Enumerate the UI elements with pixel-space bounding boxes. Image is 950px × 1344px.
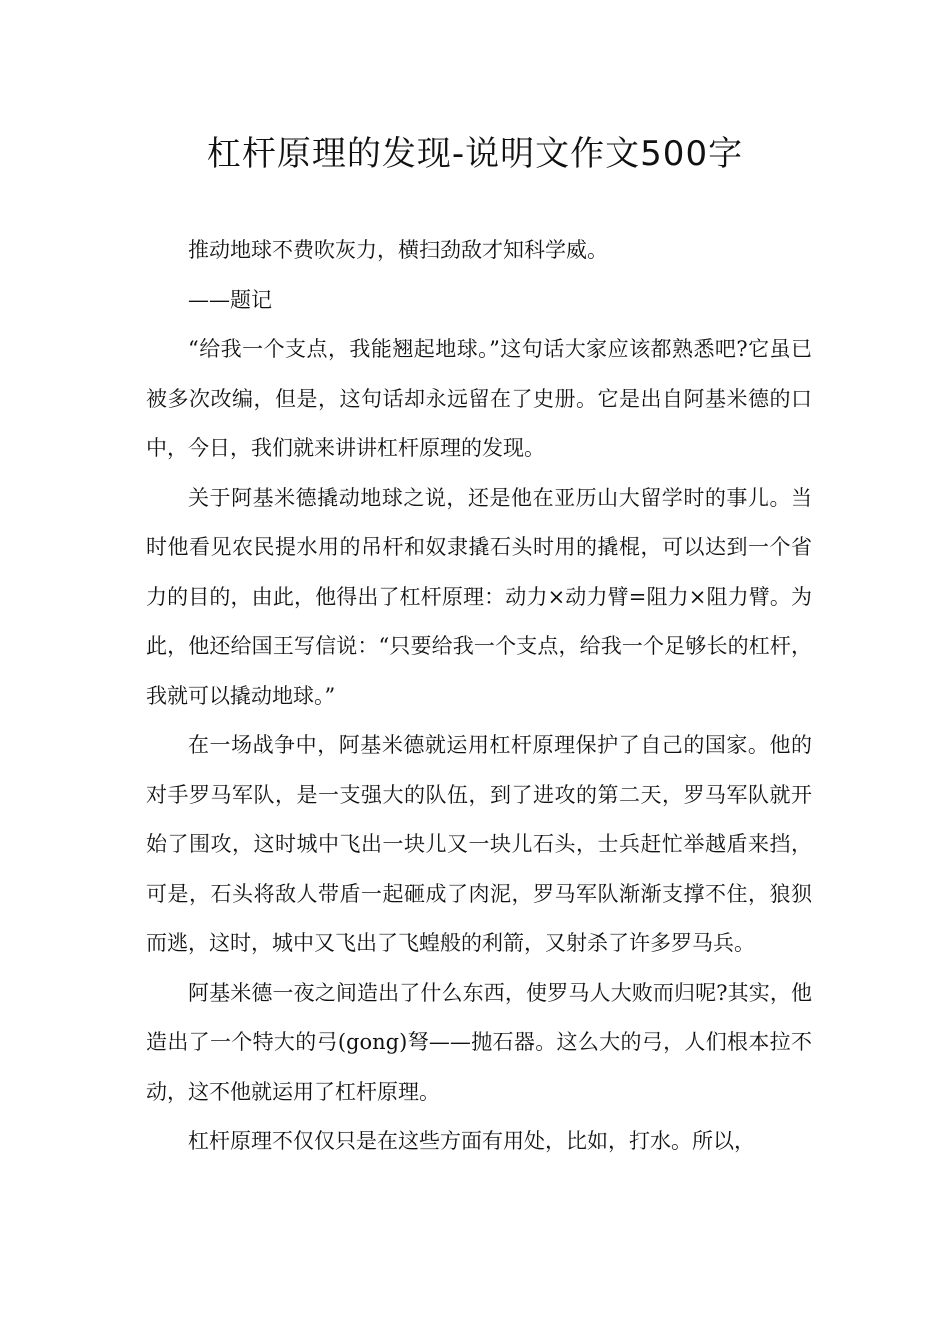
- page-title: 杠杆原理的发现-说明文作文500字: [206, 134, 744, 174]
- body-paragraph: 杠杆原理不仅仅只是在这些方面有用处，比如，打水。所以，: [188, 1129, 755, 1153]
- body-paragraph: 在一场战争中，阿基米德就运用杠杆原理保护了自己的国家。他的对手罗马军队，是一支强大的队伍，到了进攻的第二天，罗马军队就开始了围攻，这时城中飞出一块儿又一块儿石头，士兵赶忙举越盾来挡，可是，石头将敌人带盾一起砸成了肉泥，罗马军队渐渐支撑不住，狼狈而逃，这时，城中又飞出了飞蝗般的利箭，又射杀了许多罗马兵。: [146, 733, 812, 955]
- article-body: [146, 226, 812, 1167]
- body-paragraph: 关于阿基米德撬动地球之说，还是他在亚历山大留学时的事儿。当时他看见农民提水用的吊杆和奴隶撬石头时用的撬棍，可以达到一个省力的目的，由此，他得出了杠杆原理：动力×动力臂=阻力×阻力臂。为此，他还给国王写信说：“只要给我一个支点，给我一个足够长的杠杆，我就可以撬动地球。”: [146, 485, 812, 708]
- epigraph-paragraph: 推动地球不费吹灰力，横扫劲敌才知科学威。: [188, 238, 608, 262]
- epigraph-attribution: ——题记: [188, 287, 272, 312]
- body-paragraph: “给我一个支点，我能翘起地球。”这句话大家应该都熟悉吧?它虽已被多次改编，但是，这句话却永远留在了史册。它是出自阿基米德的口中，今日，我们就来讲讲杠杆原理的发现。: [146, 337, 812, 460]
- body-paragraph: 阿基米德一夜之间造出了什么东西，使罗马人大败而归呢?其实，他造出了一个特大的弓(gong)弩——抛石器。这么大的弓，人们根本拉不动，这不他就运用了杠杆原理。: [146, 980, 812, 1104]
